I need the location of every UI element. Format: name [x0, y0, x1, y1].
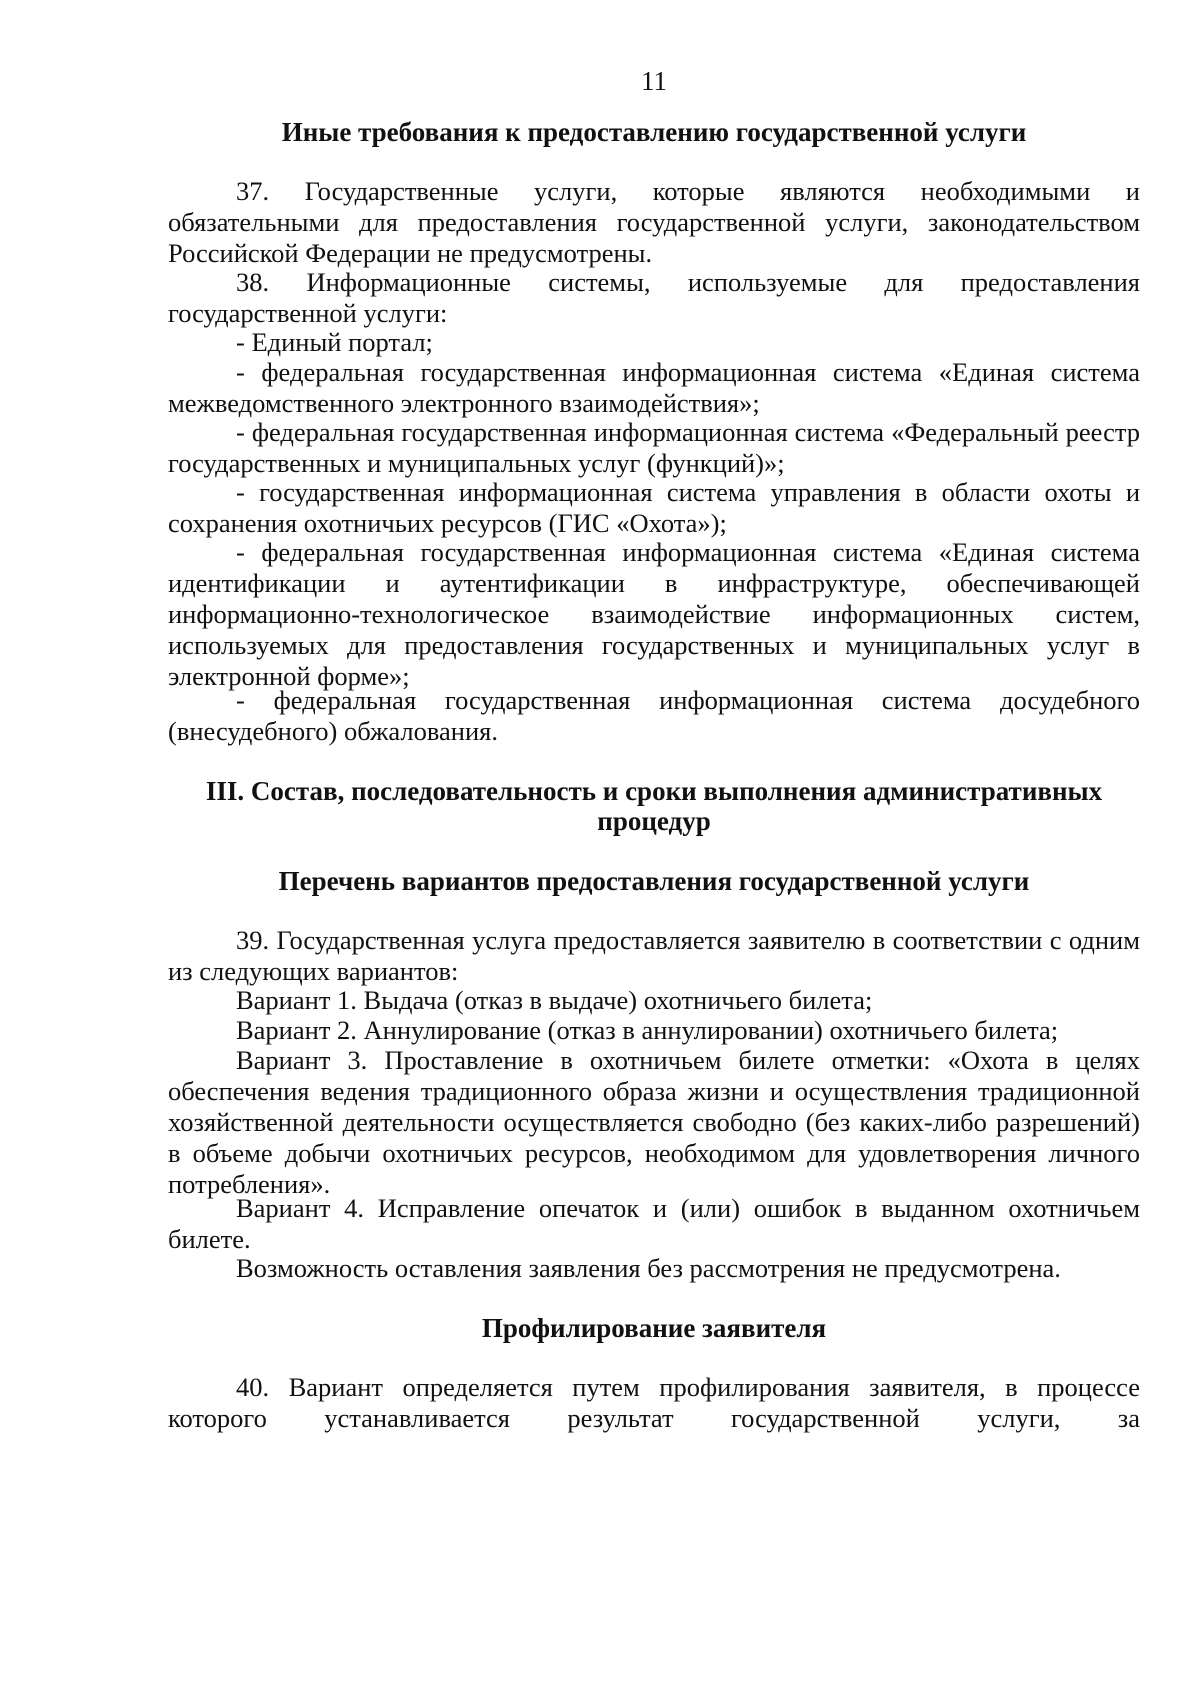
variant-2: Вариант 2. Аннулирование (отказ в аннулировании) охотничьего билета; — [236, 1015, 1059, 1045]
list-item-esia: - федеральная государственная информационная система «Единая система идентификации и аутентификации в инфраструктуре, обеспечивающей информационно-технологическое взаимодействие информационных систем, используемых для предоставления государственных и муниципальных услуг в электронной форме»; — [168, 537, 1140, 691]
heading-section-iii-line2: процедур — [597, 806, 711, 836]
heading-other-requirements: Иные требования к предоставлению государственной услуги — [281, 117, 1027, 147]
heading-applicant-profiling: Профилирование заявителя — [481, 1313, 827, 1343]
list-item-pretrial-appeal: - федеральная государственная информационная система досудебного (внесудебного) обжалования. — [168, 685, 1140, 746]
variant-3: Вариант 3. Проставление в охотничьем билете отметки: «Охота в целях обеспечения ведения традиционного образа жизни и осуществления традиционной хозяйственной деятельности осуществляется свободно (без каких-либо разрешений) в объеме добычи охотничьих ресурсов, необходимом для удовлетворения личного потребления». — [168, 1045, 1140, 1199]
heading-section-iii-line1: III. Состав, последовательность и сроки выполнения административных — [205, 776, 1103, 806]
list-item-gis-hunting: - государственная информационная система управления в области охоты и сохранения охотничьих ресурсов (ГИС «Охота»); — [168, 477, 1140, 538]
list-item-smev: - федеральная государственная информационная система «Единая система межведомственного электронного взаимодействия»; — [168, 357, 1140, 418]
paragraph-39: 39. Государственная услуга предоставляется заявителю в соответствии с одним из следующих вариантов: — [168, 925, 1140, 986]
paragraph-40: 40. Вариант определяется путем профилирования заявителя, в процессе которого устанавливается результат государственной услуги, за — [168, 1372, 1140, 1433]
paragraph-38: 38. Информационные системы, используемые для предоставления государственной услуги: — [168, 267, 1140, 328]
list-item-unified-portal: - Единый портал; — [236, 327, 433, 357]
no-leave-without-consideration: Возможность оставления заявления без рассмотрения не предусмотрена. — [236, 1253, 1061, 1283]
paragraph-37: 37. Государственные услуги, которые являются необходимыми и обязательными для предоставления государственной услуги, законодательством Российской Федерации не предусмотрены. — [168, 176, 1140, 268]
list-item-federal-registry: - федеральная государственная информационная система «Федеральный реестр государственных и муниципальных услуг (функций)»; — [168, 417, 1140, 478]
page-number: 11 — [641, 66, 667, 96]
variant-1: Вариант 1. Выдача (отказ в выдаче) охотничьего билета; — [236, 985, 873, 1015]
variant-4: Вариант 4. Исправление опечаток и (или) ошибок в выданном охотничьем билете. — [168, 1193, 1140, 1254]
heading-variants-list: Перечень вариантов предоставления государственной услуги — [278, 866, 1030, 896]
